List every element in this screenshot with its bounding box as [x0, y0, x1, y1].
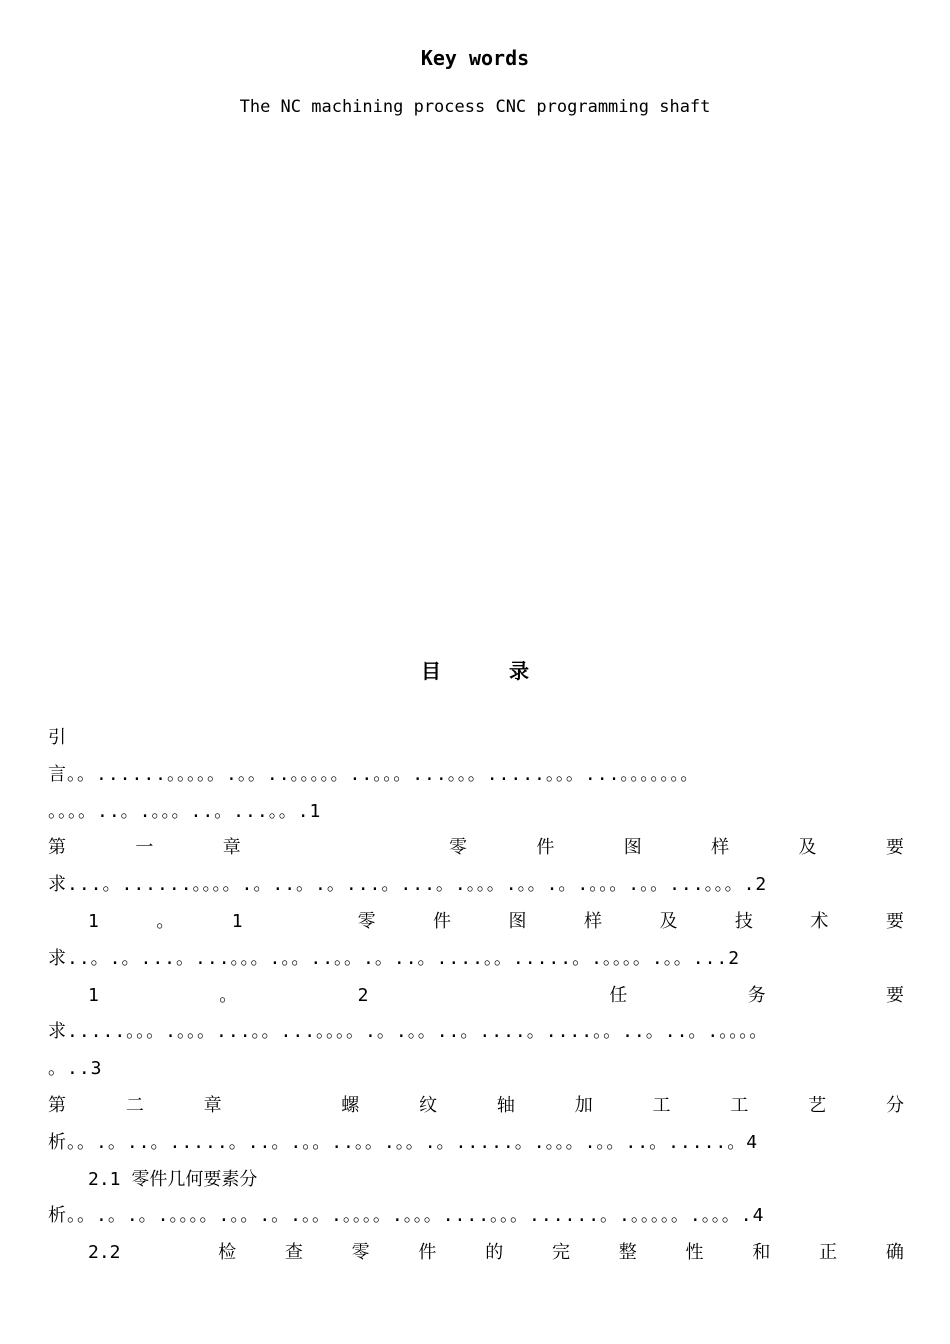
toc-title-char: 纹 [419, 1094, 438, 1116]
toc-title-char: 工 [730, 1094, 749, 1116]
toc-title-char: 及 [798, 837, 817, 859]
toc-title-char: 查 [284, 1242, 303, 1264]
toc-title-char: 加 [574, 1094, 593, 1116]
toc-heading: 目 录 [420, 659, 558, 683]
toc-entry-title [48, 978, 904, 1015]
toc-leader-line: 求...。......。。。。.。..。.。...。...。.。。。.。。.。.。。。.。。...。。。.2 [48, 874, 768, 896]
toc-entry[interactable] [48, 904, 904, 978]
toc-title-char: 。 [219, 984, 238, 1006]
toc-title-char: 零 [448, 837, 467, 859]
toc-leader-line: 言。。......。。。。。.。。..。。。。。..。。。...。。。.....。。。...。。。。。。。 [48, 763, 700, 785]
toc-title-char: 2.2 [88, 1242, 121, 1264]
toc-entry[interactable] [48, 1235, 904, 1272]
toc-leader-line: 求..。.。...。...。。。.。。..。。.。..。....。。.....。.。。。。.。。...2 [48, 947, 741, 969]
toc-title-char: 检 [218, 1242, 237, 1264]
toc-entry[interactable] [48, 830, 904, 904]
toc-entry[interactable] [48, 720, 904, 830]
toc-title-char: 零 [357, 910, 376, 932]
toc-title-char: 性 [685, 1242, 704, 1264]
keywords-text: The NC machining process CNC programming shaft [239, 97, 711, 117]
toc-entry-title [48, 1235, 904, 1272]
toc-title-char: 要 [885, 837, 904, 859]
toc-title-char: 二 [125, 1094, 144, 1116]
toc-title-char: 第 [48, 1094, 66, 1116]
keywords-heading: Key words [420, 46, 530, 70]
toc-title-char: 要 [885, 984, 904, 1006]
toc-title-char: 件 [536, 837, 555, 859]
toc-title-char: 螺 [341, 1094, 360, 1116]
toc-title-char: 要 [885, 910, 904, 932]
toc-title-char: 完 [551, 1242, 570, 1264]
toc-title-char: 章 [222, 837, 241, 859]
table-of-contents [48, 720, 904, 1272]
toc-title-char: 务 [747, 984, 766, 1006]
toc-title-char: 分 [885, 1094, 904, 1116]
toc-title-char: 1 [88, 910, 99, 932]
toc-title-char: 整 [618, 1242, 637, 1264]
toc-leader-line: 析。。.。..。.....。..。.。。..。。.。。.。.....。.。。。.。。..。.....。4 [48, 1131, 759, 1153]
toc-title-char: 2 [357, 984, 369, 1006]
toc-title-char: 图 [623, 837, 642, 859]
toc-title-char: 确 [885, 1242, 904, 1264]
toc-title-char: 1 [88, 984, 99, 1006]
toc-title-char: 技 [734, 910, 753, 932]
toc-leader-line: 析。。.。.。.。。。。.。。.。.。。.。。。。.。。。....。。。......。.。。。。。.。。。.4 [48, 1205, 765, 1227]
toc-title-char: 正 [819, 1242, 838, 1264]
toc-title-char: 1 [231, 910, 243, 932]
toc-title-char: 工 [652, 1094, 671, 1116]
toc-title-char: 件 [433, 910, 452, 932]
toc-leader-line: 。..3 [48, 1058, 103, 1080]
toc-leader-line: 。。。。..。.。。。..。...。。.1 [48, 800, 322, 822]
toc-title-char: 一 [135, 837, 154, 859]
toc-title-char: 第 [48, 837, 66, 859]
toc-entry-title [48, 830, 904, 867]
toc-title-char: 任 [609, 984, 628, 1006]
toc-title-char: 件 [418, 1242, 437, 1264]
toc-title-char: 和 [752, 1242, 771, 1264]
toc-title-char: 样 [711, 837, 730, 859]
toc-title-char: 。 [156, 910, 175, 932]
toc-title-char: 轴 [496, 1094, 515, 1116]
toc-entry[interactable] [48, 978, 904, 1088]
toc-entry[interactable] [48, 1162, 904, 1236]
toc-title-char: 零 [351, 1242, 370, 1264]
toc-title-char: 的 [485, 1242, 504, 1264]
toc-title-char: 艺 [808, 1094, 827, 1116]
toc-title-char: 图 [508, 910, 527, 932]
toc-title-char: 样 [583, 910, 602, 932]
toc-title-char: 术 [810, 910, 829, 932]
toc-leader-line: 求.....。。。.。。。...。。...。。。。.。.。。..。....。....。。..。..。.。。。。 [48, 1021, 769, 1043]
toc-entry-title: 引 [48, 727, 66, 748]
toc-title-char: 及 [659, 910, 678, 932]
toc-entry-title: 2.1 零件几何要素分 [88, 1168, 258, 1190]
toc-entry[interactable] [48, 1088, 904, 1162]
toc-entry-title [48, 1088, 904, 1125]
toc-entry-title [48, 904, 904, 941]
toc-title-char: 章 [203, 1094, 222, 1116]
